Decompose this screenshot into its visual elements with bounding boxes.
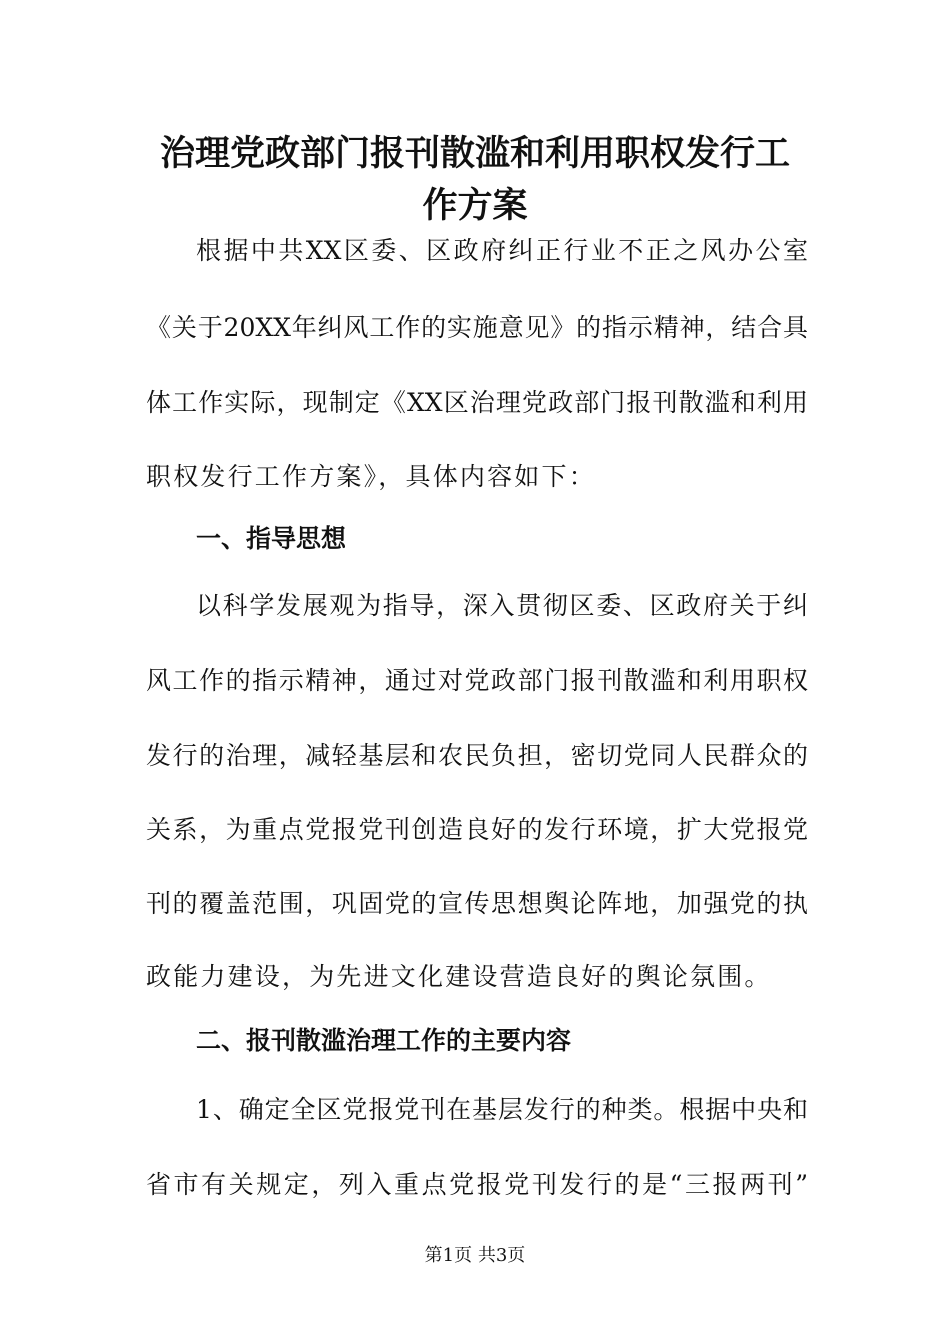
intro-paragraph-line: 体工作实际，现制定《XX区治理党政部门报刊散滥和利用 bbox=[146, 388, 808, 417]
section2-paragraph-line: 1、确定全区党报党刊在基层发行的种类。根据中央和 bbox=[196, 1095, 808, 1124]
intro-paragraph-line: 职权发行工作方案》，具体内容如下： bbox=[146, 462, 596, 491]
section2-paragraph-line: 省市有关规定，列入重点党报党刊发行的是“三报两刊” bbox=[146, 1170, 808, 1199]
section1-paragraph-line: 关系，为重点党报党刊创造良好的发行环境，扩大党报党 bbox=[146, 815, 808, 844]
page-number-footer: 第1页 共3页 bbox=[424, 1245, 526, 1266]
section1-paragraph-line: 以科学发展观为指导，深入贯彻区委、区政府关于纠 bbox=[196, 591, 808, 620]
section1-paragraph-line: 风工作的指示精神，通过对党政部门报刊散滥和利用职权 bbox=[146, 666, 808, 695]
document-title-line-1: 治理党政部门报刊散滥和利用职权发行工 bbox=[159, 134, 790, 174]
section-heading-main-content: 二、报刊散滥治理工作的主要内容 bbox=[196, 1026, 572, 1055]
section1-paragraph-line: 刊的覆盖范围，巩固党的宣传思想舆论阵地，加强党的执 bbox=[146, 889, 808, 918]
section1-paragraph-line: 发行的治理，减轻基层和农民负担，密切党同人民群众的 bbox=[146, 741, 808, 770]
intro-paragraph-line: 根据中共XX区委、区政府纠正行业不正之风办公室 bbox=[196, 236, 808, 265]
intro-paragraph-line: 《关于20XX年纠风工作的实施意见》的指示精神，结合具 bbox=[146, 313, 808, 342]
section-heading-guiding-ideology: 一、指导思想 bbox=[196, 524, 347, 553]
document-title-line-2: 作方案 bbox=[422, 186, 528, 226]
section1-paragraph-line: 政能力建设，为先进文化建设营造良好的舆论氛围。 bbox=[146, 962, 772, 991]
